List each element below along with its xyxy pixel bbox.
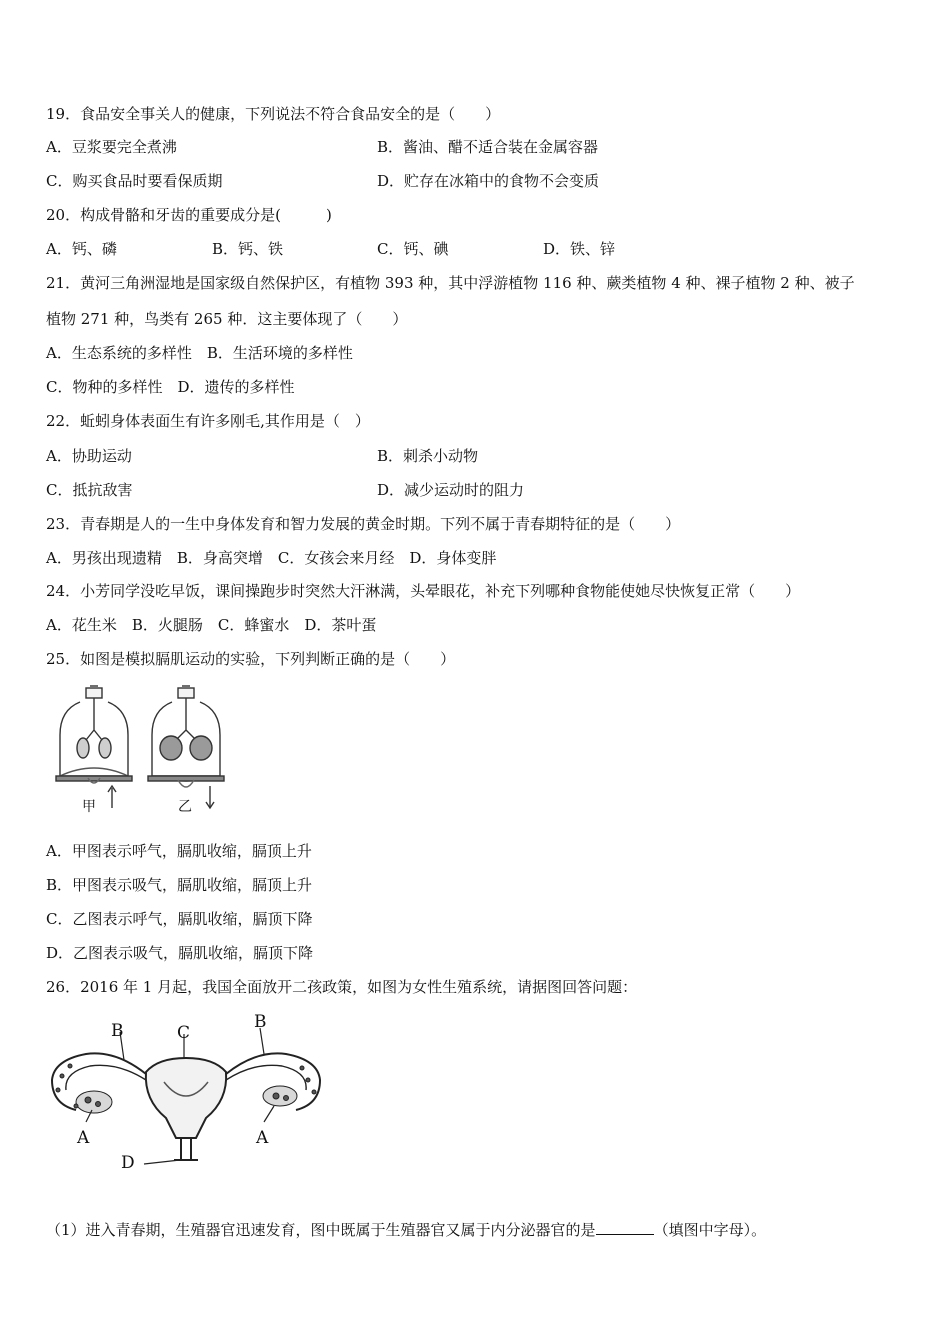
q19-option-b: B．酱油、醋不适合装在金属容器 (377, 138, 599, 156)
q25-option-a: A．甲图表示呼气，膈肌收缩，膈顶上升 (46, 842, 312, 860)
label-a-right: A (256, 1128, 269, 1148)
label-d: D (121, 1153, 135, 1173)
q22-option-c: C．抵抗敌害 (46, 481, 133, 499)
q20-stem: 20．构成骨骼和牙齿的重要成分是( ) (46, 206, 332, 224)
bell-jar-right (148, 686, 224, 808)
q20-option-a: A．钙、磷 (46, 240, 117, 258)
left-ovary (76, 1091, 112, 1113)
figure-label-jia: 甲 (82, 799, 96, 815)
q19-option-c: C．购买食品时要看保质期 (46, 172, 223, 190)
q19-stem: 19．食品安全事关人的健康，下列说法不符合食品安全的是（ ） (46, 105, 501, 123)
q22-option-d: D．减少运动时的阻力 (377, 481, 525, 499)
q25-option-c: C．乙图表示呼气，膈肌收缩，膈顶下降 (46, 910, 313, 928)
label-c: C (177, 1023, 191, 1043)
diaphragm-model-figure (50, 680, 240, 820)
answer-blank[interactable] (596, 1220, 654, 1235)
q22-option-b: B．刺杀小动物 (377, 447, 479, 465)
female-reproductive-system-figure (46, 1010, 336, 1180)
q26-stem: 26．2016 年 1 月起，我国全面放开二孩政策，如图为女性生殖系统，请据图回答问题： (46, 978, 638, 996)
figure-label-yi: 乙 (178, 799, 192, 815)
q22-option-a: A．协助运动 (46, 447, 132, 465)
q19-option-a: A．豆浆要完全煮沸 (46, 138, 177, 156)
q21-stem-line2: 植物 271 种，鸟类有 265 种．这主要体现了（ ） (46, 310, 408, 328)
q23-stem: 23．青春期是人的一生中身体发育和智力发展的黄金时期。下列不属于青春期特征的是（ ） (46, 515, 681, 533)
q21-options-cd: C．物种的多样性 D．遗传的多样性 (46, 378, 295, 396)
label-b-left: B (111, 1021, 124, 1041)
q24-stem: 24．小芳同学没吃早饭，课间操跑步时突然大汗淋满，头晕眼花，补充下列哪种食物能使她尽快恢复正常（ ） (46, 582, 801, 600)
q22-stem: 22．蚯蚓身体表面生有许多刚毛,其作用是（ ） (46, 412, 370, 430)
q26-sub1-suffix: （填图中字母）。 (653, 1221, 767, 1239)
q21-stem-line1: 21．黄河三角洲湿地是国家级自然保护区，有植物 393 种，其中浮游植物 116 种、蕨类植物 4 种、裸子植物 2 种、被子 (46, 274, 855, 292)
q26-subquestion-1 (46, 1220, 766, 1240)
q24-options: A．花生米 B．火腿肠 C．蜂蜜水 D．茶叶蛋 (46, 616, 377, 634)
label-a-left: A (77, 1128, 90, 1148)
q19-option-d: D．贮存在冰箱中的食物不会变质 (377, 172, 600, 190)
q23-options: A．男孩出现遗精 B．身高突增 C．女孩会来月经 D．身体变胖 (46, 549, 497, 567)
q20-option-d: D．铁、锌 (543, 240, 616, 258)
bell-jar-left (56, 686, 132, 808)
q25-stem: 25．如图是模拟膈肌运动的实验，下列判断正确的是（ ） (46, 650, 456, 668)
q20-option-b: B．钙、铁 (212, 240, 284, 258)
q21-options-ab: A．生态系统的多样性 B．生活环境的多样性 (46, 344, 353, 362)
uterus-outline (146, 1058, 226, 1138)
label-b-right: B (254, 1012, 267, 1032)
q26-sub1-text: （1）进入青春期，生殖器官迅速发育，图中既属于生殖器官又属于内分泌器官的是 (46, 1221, 596, 1239)
right-ovary (263, 1086, 297, 1106)
q25-option-b: B．甲图表示吸气，膈肌收缩，膈顶上升 (46, 876, 313, 894)
q20-option-c: C．钙、碘 (377, 240, 449, 258)
q25-option-d: D．乙图表示吸气，膈肌收缩，膈顶下降 (46, 944, 314, 962)
